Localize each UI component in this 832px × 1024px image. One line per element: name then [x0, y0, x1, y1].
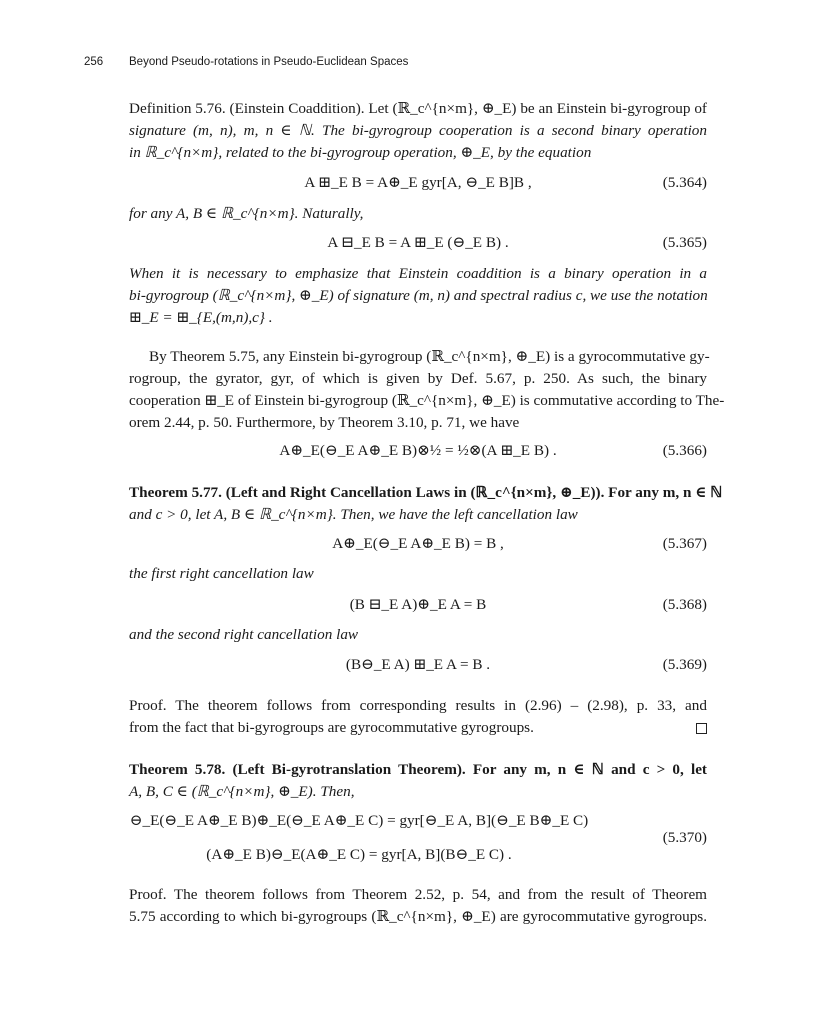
equation-expression: (B ⊟_E A)⊕_E A = B: [349, 596, 487, 613]
equation-5-370-number: [129, 827, 707, 849]
proof-5-77-line-1: Proof. The theorem follows from corresponding results in (2.96) – (2.98), p. 33, and: [129, 697, 707, 714]
definition-line-6: bi-gyrogroup (ℝ_c^{n×m}, ⊕_E) of signature (m, n) and spectral radius c, we use the notation: [129, 287, 708, 304]
equation-5-367: [129, 533, 707, 555]
equation-expression: A⊕_E(⊖_E A⊕_E B)⊗½ = ½⊗(A ⊞_E B) .: [279, 442, 557, 459]
definition-line-2: signature (m, n), m, n ∈ ℕ. The bi-gyrogroup cooperation is a second binary operation: [129, 122, 707, 139]
definition-line-3: in ℝ_c^{n×m}, related to the bi-gyrogroup operation, ⊕_E, by the equation: [129, 144, 592, 161]
theorem-5-77-line-2: and c > 0, let A, B ∈ ℝ_c^{n×m}. Then, we have the left cancellation law: [129, 506, 578, 523]
equation-5-364: [129, 172, 707, 194]
theorem-5-78-line-1: Theorem 5.78. (Left Bi-gyrotranslation Theorem). For any m, n ∈ ℕ and c > 0, let: [129, 761, 707, 778]
equation-number: (5.368): [662, 596, 707, 613]
proof-5-78-line-1: Proof. The theorem follows from Theorem 2.52, p. 54, and from the result of Theorem: [129, 886, 707, 903]
definition-line-4: for any A, B ∈ ℝ_c^{n×m}. Naturally,: [129, 205, 364, 222]
theorem-5-77-line-4: and the second right cancellation law: [129, 626, 359, 643]
equation-number: (5.365): [662, 234, 707, 251]
equation-expression: (A⊕_E B)⊖_E(A⊕_E C) = gyr[A, B](B⊖_E C) .: [206, 846, 512, 863]
equation-number: (5.364): [662, 174, 707, 191]
proof-5-77-line-2: from the fact that bi-gyrogroups are gyrocommutative gyrogroups.: [129, 719, 534, 736]
equation-5-366: [129, 440, 707, 462]
equation-number: (5.370): [662, 829, 707, 846]
paragraph-line-3: cooperation ⊞_E of Einstein bi-gyrogroup (ℝ_c^{n×m}, ⊕_E) is commutative according to The-: [129, 392, 725, 409]
equation-number: (5.367): [662, 535, 707, 552]
equation-expression: (B⊖_E A) ⊞_E A = B .: [345, 656, 491, 673]
paragraph-line-4: orem 2.44, p. 50. Furthermore, by Theorem 3.10, p. 71, we have: [129, 414, 520, 431]
equation-expression: ⊖_E(⊖_E A⊕_E B)⊕_E(⊖_E A⊕_E C) = gyr[⊖_E A, B](⊖_E B⊕_E C): [129, 812, 589, 829]
theorem-5-78-line-2: A, B, C ∈ (ℝ_c^{n×m}, ⊕_E). Then,: [129, 783, 355, 800]
page-number: 256: [84, 56, 104, 68]
proof-5-78-line-2: 5.75 according to which bi-gyrogroups (ℝ_c^{n×m}, ⊕_E) are gyrocommutative gyrogroups.: [129, 908, 707, 925]
equation-5-369: [129, 654, 707, 676]
equation-number: (5.369): [662, 656, 707, 673]
equation-expression: A ⊞_E B = A⊕_E gyr[A, ⊖_E B]B ,: [304, 174, 532, 191]
definition-line-7: ⊞_E = ⊞_{E,(m,n),c} .: [129, 309, 273, 326]
paragraph-line-2: rogroup, the gyrator, gyr, of which is given by Def. 5.67, p. 250. As such, the binary: [129, 370, 707, 387]
paragraph-line-1: By Theorem 5.75, any Einstein bi-gyrogroup (ℝ_c^{n×m}, ⊕_E) is a gyrocommutative gy-: [149, 348, 710, 365]
definition-line-1: Definition 5.76. (Einstein Coaddition). Let (ℝ_c^{n×m}, ⊕_E) be an Einstein bi-gyrogroup of: [129, 100, 707, 117]
qed-symbol: [696, 723, 707, 734]
running-header: [0, 56, 832, 74]
running-title: Beyond Pseudo-rotations in Pseudo-Euclidean Spaces: [129, 56, 409, 68]
theorem-5-77-line-3: the first right cancellation law: [129, 565, 314, 582]
theorem-5-77-line-1: Theorem 5.77. (Left and Right Cancellation Laws in (ℝ_c^{n×m}, ⊕_E)). For any m, n ∈ ℕ: [129, 484, 723, 501]
equation-expression: A⊕_E(⊖_E A⊕_E B) = B ,: [332, 535, 504, 552]
definition-line-5: When it is necessary to emphasize that Einstein coaddition is a binary operation in a: [129, 265, 707, 282]
equation-5-365: [129, 232, 707, 254]
equation-number: (5.366): [662, 442, 707, 459]
equation-expression: A ⊟_E B = A ⊞_E (⊖_E B) .: [327, 234, 509, 251]
equation-5-368: [129, 594, 707, 616]
